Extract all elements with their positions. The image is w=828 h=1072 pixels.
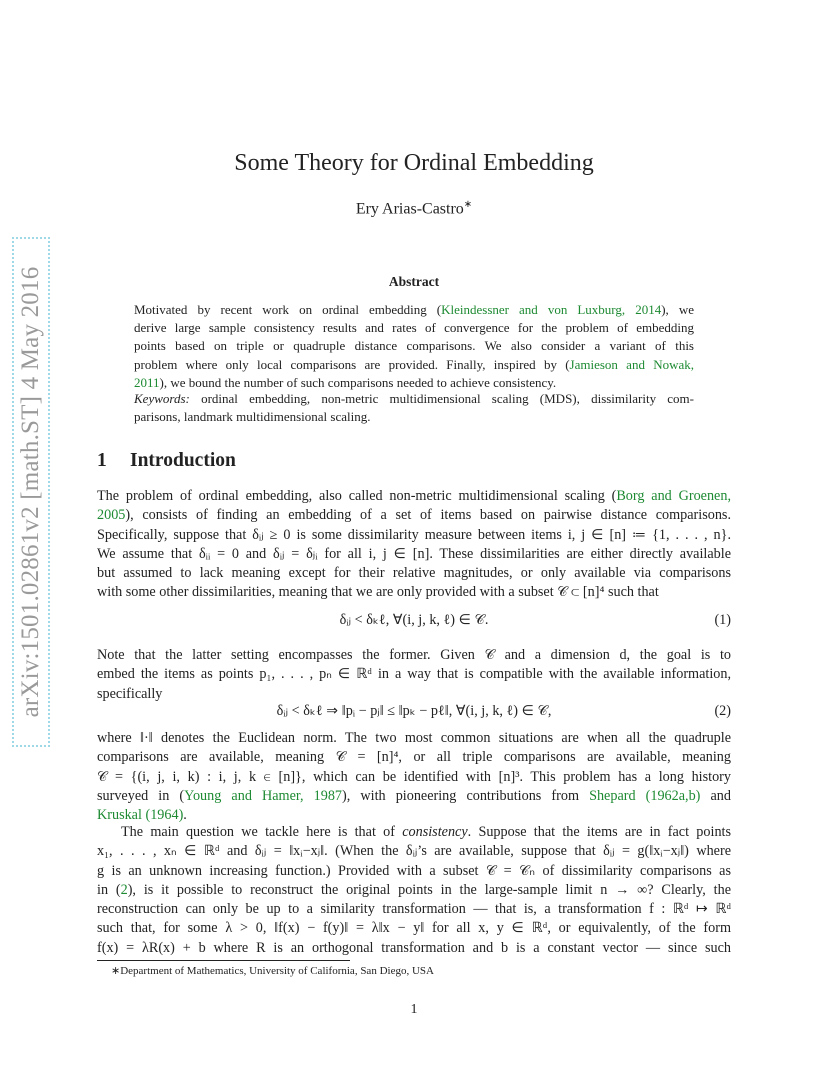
text-line: embed the items as points p₁, . . . , pₙ ∈ ℝᵈ in a way that is compatible with the available information, <box>97 666 731 683</box>
paragraph-4 <box>97 823 731 958</box>
citation-link[interactable]: Young and Hamer, 1987 <box>184 787 343 804</box>
citation-link[interactable]: Kruskal (1964) <box>97 807 184 824</box>
abstract-heading: Abstract <box>388 274 440 289</box>
author-line <box>0 199 828 218</box>
keywords <box>134 390 694 426</box>
paragraph-3 <box>97 729 731 825</box>
text-line: specifically <box>97 685 163 702</box>
author-footnote-mark[interactable]: ∗ <box>463 199 473 210</box>
text-line: Kruskal (1964). <box>97 807 187 824</box>
abstract-line: problem where only local comparisons are provided. Finally, inspired by (Jamieson and Nowak, <box>134 356 694 372</box>
footnote: ∗Department of Mathematics, University of California, San Diego, USA <box>111 965 434 977</box>
text-line: in (2), is it possible to reconstruct the original points in the large-sample limit n → ∞? Clearly, the <box>97 881 731 898</box>
abstract-line: 2011), we bound the number of such comparisons needed to achieve consistency. <box>134 374 557 390</box>
keywords-label: Keywords: <box>134 391 190 406</box>
footnote-rule <box>97 960 350 961</box>
equation-tag: (1) <box>714 612 731 628</box>
text-line: 2005), consists of finding an embedding of a set of items based on pairwise distance comparisons. <box>97 507 731 524</box>
text-line: f(x) = λR(x) + b where R is an orthogonal transformation and b is a constant vector — since such <box>97 939 731 956</box>
text-line: We assume that δᵢᵢ = 0 and δᵢⱼ = δⱼᵢ for all i, j ∈ [n]. These dissimilarities are either directly available <box>97 545 731 562</box>
equation-tag: (2) <box>714 703 731 719</box>
abstract-body <box>134 301 694 392</box>
citation-link[interactable]: Jamieson and Nowak, <box>569 356 694 372</box>
page-number: 1 <box>410 1002 418 1017</box>
abstract-line: points based on triple or quadruple distance comparisons. We also consider a variant of this <box>134 338 694 354</box>
text-line: comparisons are available, meaning 𝒞 = [n]⁴, or all triple comparisons are available, meaning <box>97 749 731 766</box>
emphasis: consistency <box>402 824 468 840</box>
arxiv-identifier-stamp[interactable] <box>12 237 50 747</box>
citation-link[interactable]: Borg and Groenen, <box>616 488 731 504</box>
abstract-line: derive large sample consistency results and rates of convergence for the problem of embedding <box>134 320 694 336</box>
paper-title: Some Theory for Ordinal Embedding <box>234 150 594 176</box>
keywords-text: ordinal embedding, non-metric multidimensional scaling (MDS), dissimilarity com- <box>189 391 694 406</box>
citation-link[interactable]: Shepard (1962a,b) <box>589 787 701 804</box>
citation-link[interactable]: 2011 <box>134 374 160 390</box>
section-number: 1 <box>97 450 107 471</box>
arxiv-identifier-text: arXiv:1501.02861v2 [math.ST] 4 May 2016 <box>17 266 44 718</box>
section-title: Introduction <box>130 450 236 471</box>
text-line: Specifically, suppose that δᵢⱼ ≥ 0 is some dissimilarity measure between items i, j ∈ [n] ≔ {1, . . . , n}. <box>97 526 731 543</box>
text-line: Note that the latter setting encompasses the former. Given 𝒞 and a dimension d, the goal is to <box>97 647 731 663</box>
equation-body: δᵢⱼ < δₖℓ, ∀(i, j, k, ℓ) ∈ 𝒞. <box>339 612 489 628</box>
citation-link[interactable]: Kleindessner and von Luxburg, 2014 <box>441 302 662 317</box>
text-line: g is an unknown increasing function.) Provided with a subset 𝒞 = 𝒞ₙ of dissimilarity comparisons as <box>97 862 731 879</box>
keywords-text-cont: parisons, landmark multidimensional scaling. <box>134 409 371 425</box>
equation-reference-link[interactable]: 2 <box>120 881 128 898</box>
text-line: such that, for some λ > 0, ‖f(x) − f(y)‖ = λ‖x − y‖ for all x, y ∈ ℝᵈ, or equivalently, of the form <box>97 920 731 937</box>
paragraph-1 <box>97 487 731 603</box>
paragraph-2 <box>97 646 731 704</box>
citation-link[interactable]: 2005 <box>97 507 126 524</box>
author-name: Ery Arias-Castro <box>355 200 464 218</box>
text-line: where ‖·‖ denotes the Euclidean norm. The two most common situations are when all the quadruple <box>97 730 731 746</box>
text-line: 𝒞 = {(i, j, i, k) : i, j, k ∈ [n]}, which can be identified with [n]³. This problem has a long history <box>97 768 731 785</box>
abstract-line: Motivated by recent work on ordinal embedding (Kleindessner and von Luxburg, 2014), we <box>134 302 694 317</box>
text-line: surveyed in (Young and Hamer, 1987), with pioneering contributions from Shepard (1962a,b) and <box>97 787 731 804</box>
text-line: x₁, . . . , xₙ ∈ ℝᵈ and δᵢⱼ = ‖xᵢ−xⱼ‖. (When the δᵢⱼ’s are available, suppose that δᵢⱼ = g(‖xᵢ−xⱼ‖) where <box>97 843 731 860</box>
text-line: reconstruction can only be up to a similarity transformation — that is, a transformation f : ℝᵈ ↦ ℝᵈ <box>97 901 731 918</box>
text-line: The problem of ordinal embedding, also called non-metric multidimensional scaling (Borg and Groenen, <box>97 488 731 504</box>
text-line: The main question we tackle here is that of consistency. Suppose that the items are in fact points <box>121 824 731 840</box>
equation-body: δᵢⱼ < δₖℓ ⇒ ‖pᵢ − pⱼ‖ ≤ ‖pₖ − pℓ‖, ∀(i, j, k, ℓ) ∈ 𝒞, <box>276 703 552 719</box>
text-line: but assumed to lack meaning except for their relative magnitudes, or only available via comparisons <box>97 565 731 582</box>
section-heading <box>97 450 236 472</box>
text-line: with some other dissimilarities, meaning that we are only provided with a subset 𝒞 ⊂ [n]⁴ such that <box>97 584 659 601</box>
